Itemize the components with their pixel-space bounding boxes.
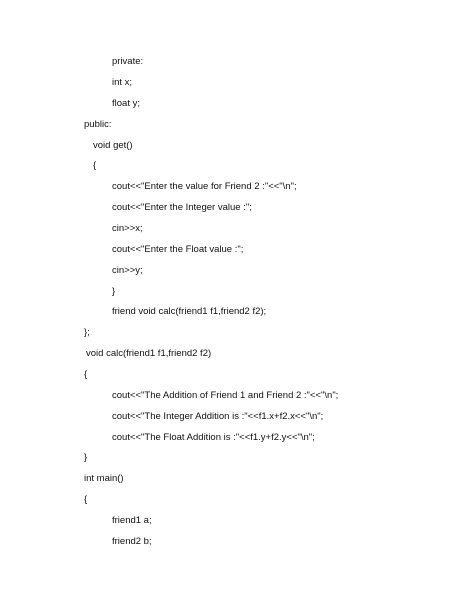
- code-line-private: private:: [112, 56, 144, 67]
- code-line-cout-integer: cout<<"Enter the Integer value :";: [112, 202, 252, 213]
- code-line-cin-y: cin>>y;: [112, 265, 143, 276]
- code-line-calc-open-brace: {: [84, 369, 88, 380]
- code-line-open-brace: {: [93, 160, 97, 171]
- code-line-friend-calc-decl: friend void calc(friend1 f1,friend2 f2);: [112, 306, 267, 317]
- code-line-calc-close-brace: }: [84, 452, 88, 463]
- code-line-void-calc: void calc(friend1 f1,friend2 f2): [86, 348, 212, 359]
- code-line-class-end: };: [84, 327, 90, 338]
- code-line-int-main: int main(): [84, 473, 124, 484]
- code-line-close-brace: }: [112, 286, 116, 297]
- code-line-cout-friend2: cout<<"Enter the value for Friend 2 :"<<"\n";: [112, 181, 297, 192]
- code-line-main-open-brace: {: [84, 494, 88, 505]
- code-line-void-get: void get(): [93, 140, 133, 151]
- code-line-cout-float: cout<<"Enter the Float value :";: [112, 244, 244, 255]
- code-line-public: public:: [84, 119, 112, 130]
- code-line-cout-float-addition: cout<<"The Float Addition is :"<<f1.y+f2.y<<"\n";: [112, 432, 315, 443]
- code-line-cout-integer-addition: cout<<"The Integer Addition is :"<<f1.x+f2.x<<"\n";: [112, 411, 324, 422]
- code-line-friend2-b: friend2 b;: [112, 536, 152, 547]
- code-line-cout-addition: cout<<"The Addition of Friend 1 and Friend 2 :"<<"\n";: [112, 390, 339, 401]
- code-line-int-x: int x;: [112, 77, 133, 88]
- code-line-friend1-a: friend1 a;: [112, 515, 152, 526]
- code-line-float-y: float y;: [112, 98, 140, 109]
- code-line-cin-x: cin>>x;: [112, 223, 143, 234]
